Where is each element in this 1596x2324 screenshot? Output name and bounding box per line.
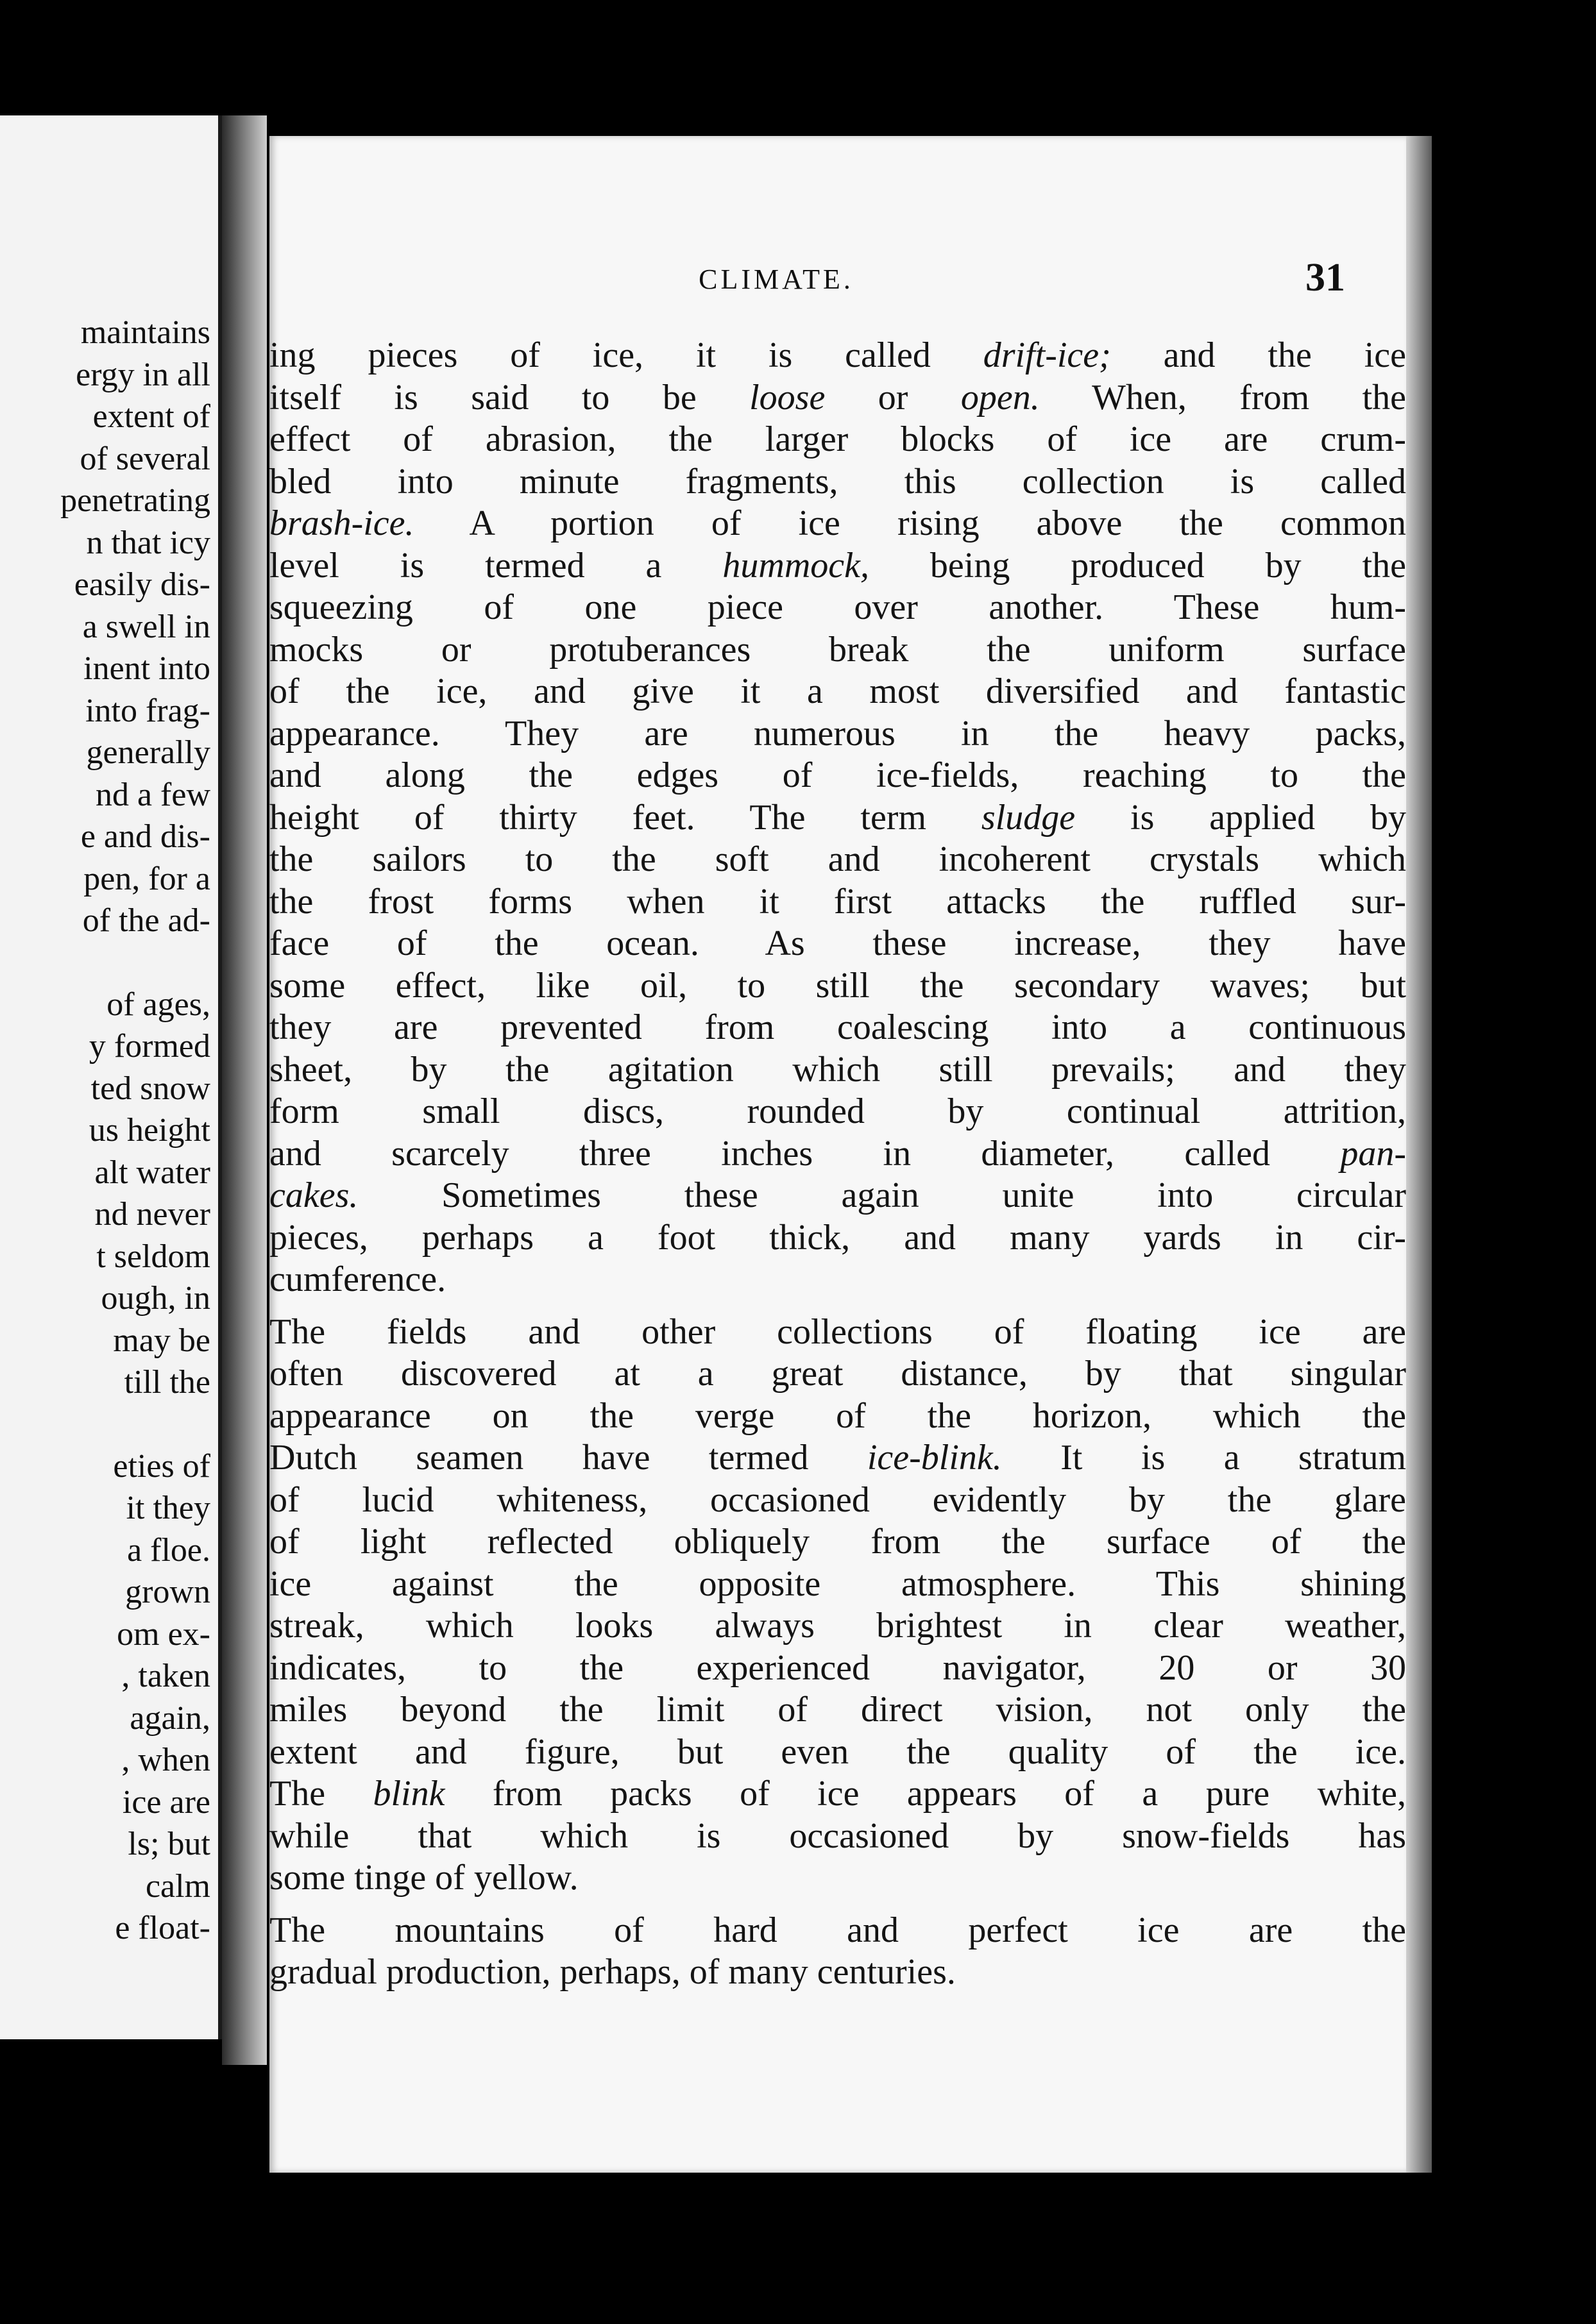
page-edge xyxy=(1406,136,1432,2173)
previous-page-line: ls; but xyxy=(128,1826,210,1862)
previous-page-line: inent into xyxy=(83,650,210,687)
text-line xyxy=(269,881,1406,923)
text-run: ing pieces of ice, it is called xyxy=(269,335,983,375)
book-gutter xyxy=(222,115,267,2065)
text-run: miles beyond the limit of direct vision, not only the xyxy=(269,1690,1406,1730)
text-line xyxy=(269,1773,1406,1815)
text-line xyxy=(269,1857,1406,1899)
text-line xyxy=(269,713,1406,755)
text-line xyxy=(269,1910,1406,1952)
previous-page-line: ough, in xyxy=(101,1280,210,1317)
italic-term: drift-ice; xyxy=(983,335,1111,375)
previous-page-text xyxy=(60,312,210,1949)
italic-term: brash-ice. xyxy=(269,503,414,543)
previous-page-line: may be xyxy=(113,1322,210,1359)
text-line xyxy=(269,377,1406,419)
text-run: gradual production, perhaps, of many centuries. xyxy=(269,1952,956,1992)
text-run: face of the ocean. As these increase, they have xyxy=(269,923,1406,963)
previous-page-line xyxy=(60,1404,210,1445)
text-line xyxy=(269,1311,1406,1354)
text-line xyxy=(269,1437,1406,1479)
text-line xyxy=(269,419,1406,461)
running-head-title: CLIMATE. xyxy=(699,264,854,295)
text-run: pieces, perhaps a foot thick, and many yards in cir- xyxy=(269,1217,1406,1258)
previous-page-line: calm xyxy=(145,1867,210,1905)
previous-page-line: into frag- xyxy=(85,692,210,729)
previous-page-line: e float- xyxy=(115,1910,210,1946)
text-line xyxy=(269,1605,1406,1647)
paragraph-3 xyxy=(269,1910,1406,1994)
text-run: while that which is occasioned by snow-fields has xyxy=(269,1815,1406,1856)
text-run: some effect, like oil, to still the secondary waves; but xyxy=(269,965,1406,1006)
text-line xyxy=(269,1951,1406,1994)
text-run: of light reflected obliquely from the surface of the xyxy=(269,1522,1406,1562)
text-line xyxy=(269,1521,1406,1563)
previous-page-line: till the xyxy=(124,1364,210,1401)
text-line xyxy=(269,797,1406,839)
previous-page-line: extent of xyxy=(92,398,210,435)
text-line xyxy=(269,1731,1406,1774)
text-run: extent and figure, but even the quality of the ice. xyxy=(269,1731,1406,1772)
text-run: itself is said to be xyxy=(269,377,750,417)
previous-page-line: ergy in all xyxy=(76,356,210,393)
text-line xyxy=(269,1563,1406,1606)
text-line xyxy=(269,1049,1406,1091)
text-line xyxy=(269,671,1406,713)
text-line xyxy=(269,1689,1406,1731)
previous-page-line: y formed xyxy=(89,1028,210,1065)
running-head xyxy=(269,256,1406,314)
previous-page-line: nd a few xyxy=(95,776,210,813)
previous-page-line: penetrating xyxy=(60,482,210,519)
paragraph-1 xyxy=(269,335,1406,1301)
text-run: the sailors to the soft and incoherent crystals which xyxy=(269,839,1406,879)
text-run: The mountains of hard and perfect ice are the xyxy=(269,1910,1406,1950)
text-line xyxy=(269,755,1406,797)
text-run: height of thirty feet. The term xyxy=(269,797,981,838)
text-line xyxy=(269,1217,1406,1259)
text-run: and scarcely three inches in diameter, called xyxy=(269,1133,1341,1174)
text-run: some tinge of yellow. xyxy=(269,1858,579,1898)
text-run: It is a stratum xyxy=(1001,1438,1406,1478)
previous-page-line: us height xyxy=(89,1112,210,1149)
text-run: mocks or protuberances break the uniform surface xyxy=(269,629,1406,669)
text-run: ice against the opposite atmosphere. This shining xyxy=(269,1563,1406,1604)
text-line xyxy=(269,1133,1406,1175)
text-line xyxy=(269,503,1406,545)
text-line xyxy=(269,629,1406,671)
text-line xyxy=(269,1815,1406,1858)
book-page xyxy=(269,136,1406,2173)
previous-page-line: eties of xyxy=(113,1447,210,1485)
previous-page-line xyxy=(60,942,210,984)
text-line xyxy=(269,1175,1406,1217)
previous-page-line: ice are xyxy=(122,1783,210,1821)
text-line xyxy=(269,545,1406,587)
previous-page-line: alt water xyxy=(94,1154,210,1191)
italic-term: hummock, xyxy=(722,545,869,585)
text-run: or xyxy=(825,377,961,417)
text-run: appearance on the verge of the horizon, which the xyxy=(269,1395,1406,1436)
text-run: of lucid whiteness, occasioned evidently by the glare xyxy=(269,1479,1406,1520)
text-run: Dutch seamen have termed xyxy=(269,1438,867,1478)
text-run: being produced by the xyxy=(869,545,1407,585)
text-line xyxy=(269,1479,1406,1522)
text-run: form small discs, rounded by continual attrition, xyxy=(269,1091,1406,1131)
text-run: from packs of ice appears of a pure white, xyxy=(445,1774,1407,1814)
text-run: level is termed a xyxy=(269,545,723,585)
previous-page-line: a floe. xyxy=(127,1531,210,1569)
previous-page-line: grown xyxy=(125,1574,210,1610)
italic-term: sludge xyxy=(981,797,1076,838)
previous-page-line: ted snow xyxy=(90,1070,210,1107)
text-run: effect of abrasion, the larger blocks of ice are crum- xyxy=(269,419,1406,459)
previous-page-line: , taken xyxy=(121,1658,210,1694)
text-run: of the ice, and give it a most diversified and fantastic xyxy=(269,671,1406,711)
text-run: and the ice xyxy=(1110,335,1406,375)
text-line xyxy=(269,1259,1406,1301)
italic-term: ice-blink. xyxy=(867,1438,1002,1478)
text-run: sheet, by the agitation which still prevails; and they xyxy=(269,1049,1406,1090)
text-run: streak, which looks always brightest in clear weather, xyxy=(269,1606,1406,1646)
previous-page-line: nd never xyxy=(94,1196,210,1233)
previous-page-line: maintains xyxy=(80,314,210,351)
paragraph-2 xyxy=(269,1311,1406,1899)
text-run: and along the edges of ice-fields, reaching to the xyxy=(269,755,1406,795)
text-line xyxy=(269,1091,1406,1133)
text-line xyxy=(269,1395,1406,1438)
text-run: often discovered at a great distance, by that singular xyxy=(269,1354,1406,1394)
text-line xyxy=(269,335,1406,377)
previous-page-line: pen, for a xyxy=(83,860,210,897)
italic-term: cakes. xyxy=(269,1175,359,1215)
text-run: Sometimes these again unite into circular xyxy=(358,1175,1406,1215)
previous-page-line: om ex- xyxy=(117,1615,210,1653)
text-line xyxy=(269,965,1406,1007)
text-line xyxy=(269,839,1406,881)
text-run: they are prevented from coalescing into a continuous xyxy=(269,1007,1406,1047)
previous-page-line: of several xyxy=(80,440,210,477)
text-line xyxy=(269,587,1406,629)
text-run: cumference. xyxy=(269,1259,446,1299)
previous-page-line: it they xyxy=(126,1490,210,1526)
italic-term: loose xyxy=(749,377,826,417)
previous-page-line: t seldom xyxy=(96,1238,210,1275)
italic-term: pan- xyxy=(1340,1133,1406,1174)
text-run: bled into minute fragments, this collection is called xyxy=(269,461,1406,501)
text-line xyxy=(269,1647,1406,1690)
previous-page-line: again, xyxy=(130,1699,210,1737)
previous-page-line: , when xyxy=(121,1742,210,1778)
text-run: indicates, to the experienced navigator, 20 or 30 xyxy=(269,1647,1406,1688)
text-run: is applied by xyxy=(1075,797,1406,838)
previous-page-line: of the ad- xyxy=(82,902,210,939)
previous-page-line: generally xyxy=(86,734,210,771)
text-line xyxy=(269,461,1406,503)
text-line xyxy=(269,1353,1406,1395)
page-body xyxy=(269,335,1406,1994)
previous-page-line: e and dis- xyxy=(80,818,210,855)
italic-term: blink xyxy=(373,1774,445,1814)
text-run: The xyxy=(269,1774,373,1814)
italic-term: open. xyxy=(960,377,1040,417)
previous-page-fragment xyxy=(0,115,222,2039)
page-number: 31 xyxy=(1305,256,1345,299)
text-run: appearance. They are numerous in the heavy packs, xyxy=(269,713,1406,754)
text-line xyxy=(269,923,1406,965)
text-run: the frost forms when it first attacks the ruffled sur- xyxy=(269,881,1406,922)
previous-page-line: n that icy xyxy=(86,524,210,561)
previous-page-line: of ages, xyxy=(106,986,210,1023)
text-run: The fields and other collections of floating ice are xyxy=(269,1311,1406,1352)
text-line xyxy=(269,1007,1406,1049)
previous-page-line: a swell in xyxy=(82,608,210,645)
text-run: When, from the xyxy=(1039,377,1407,417)
previous-page-line: easily dis- xyxy=(74,566,210,603)
text-run: squeezing of one piece over another. These hum- xyxy=(269,587,1406,627)
text-run: A portion of ice rising above the common xyxy=(414,503,1406,543)
